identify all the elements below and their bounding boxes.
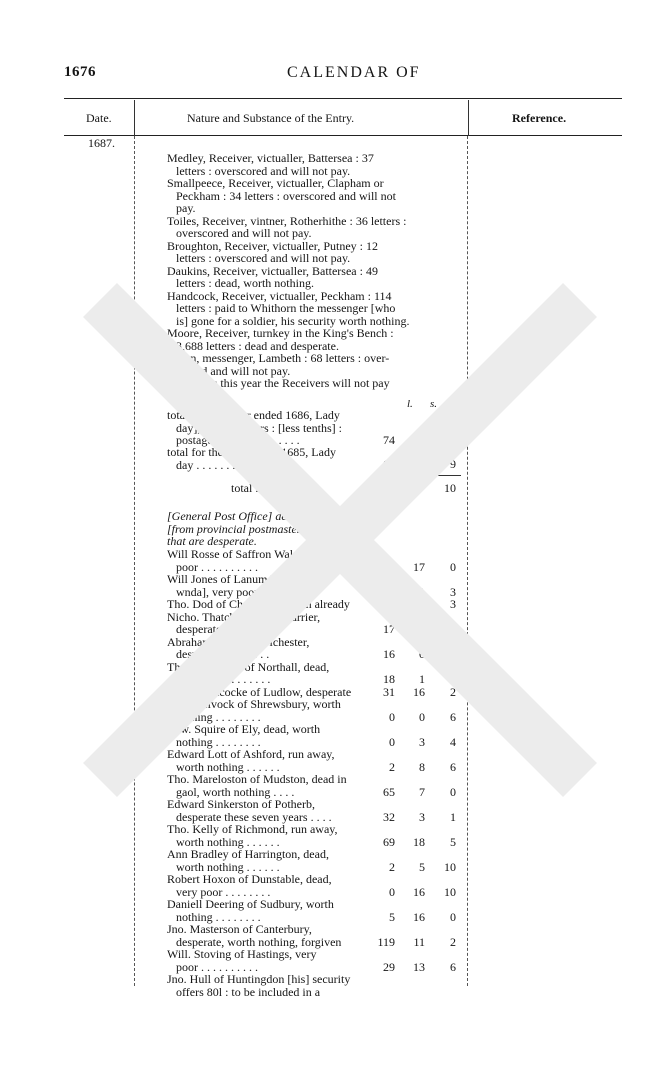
amount-d: 10 [444, 884, 456, 899]
entry: Handcock, Receiver, victualler, Peckham : 114 letters : paid to Whithorn the messenger [who is] gone for a soldier, his security worth nothing. [167, 288, 410, 328]
amount-s: 16 [413, 684, 425, 699]
amount-l: 46 [383, 559, 395, 574]
total-row: total [for the year ended 1686, Lady day], 17,893 letters : [less tenths] : postage thereon . . . . . . . . 74 11 1 [167, 408, 456, 447]
debt-row: Jno. Masterson of Canterbury, desperate, worth nothing, forgiven 119 11 2 [167, 922, 456, 949]
debt-row: Tho. Mareloston of Mudston, dead in gaol, worth nothing . . . . 65 7 0 [167, 772, 456, 799]
amount-d: 5 [450, 834, 456, 849]
amount-s: 11 [413, 934, 425, 949]
amount-l: 396 [377, 597, 395, 611]
grand-total-row: total . . . . . . . . . . £142 7 10 [231, 481, 456, 495]
amount-s: 13 [413, 959, 425, 974]
debt-row: Daniell Deering of Sudbury, worth nothing . . . . . . . . 5 16 0 [167, 897, 456, 924]
entry: Broughton, Receiver, victualler, Putney : 12 letters : overscored and will not pay. [167, 238, 378, 265]
amount-s: 1 [419, 672, 425, 686]
amount-l: 2 [389, 859, 395, 874]
amount-l: 0 [389, 734, 395, 749]
amount-d: 0 [450, 909, 456, 924]
amount-d: 10 [444, 859, 456, 874]
lsd-header-l: l. [407, 398, 413, 410]
debt-row: Will Jones of Lanumdocury [Llan- wnda], very poor . . . . . . 6 11 3 [167, 572, 456, 599]
amount-s: 0 [419, 709, 425, 724]
entry: Clynn, messenger, Lambeth : 68 letters : over- scored and will not pay. [167, 351, 390, 378]
debt-row: Nicho. Thatcher, a letter carrier, desperate . . . . . . . . 17 9 1 [167, 609, 456, 636]
amount-d: 8 [450, 672, 456, 686]
amount-d: 0 [450, 784, 456, 799]
amount-d: 0 [450, 559, 456, 574]
debt-row: Abraham Volat of Colchester, desperate . . . . . . . . 16 0 0 [167, 634, 456, 661]
amount-s: 0 [419, 647, 425, 661]
amount-l: 16 [383, 647, 395, 661]
amount-l: 0 [389, 709, 395, 724]
entry: Medley, Receiver, victualler, Battersea : 37 letters : overscored and will not pay. [167, 151, 374, 178]
amount-l: 0 [389, 884, 395, 899]
amount-d: 0 [450, 647, 456, 661]
entry: Daukins, Receiver, victualler, Battersea : 49 letters : dead, worth nothing. [167, 263, 378, 290]
lsd-header-s: s. [430, 398, 438, 410]
amount-s: 8 [419, 759, 425, 774]
debts-heading: [General Post Office] debts due to the King [from provincial postmasters, being debts] that are desperate. [167, 509, 378, 548]
column-divider [467, 136, 468, 986]
amount-l: 65 [383, 784, 395, 799]
entry: Smallpeece, Receiver, victualler, Clapham or Peckham : 34 letters : overscored and will not pay. [167, 176, 396, 215]
debt-row: Jno. Hull of Huntingdon [his] security offers 80l : to be included in a [167, 972, 351, 999]
amount-d: 1 [450, 809, 456, 824]
amount-s: 16 [413, 884, 425, 899]
column-divider [134, 136, 135, 986]
amount-l: 69 [383, 834, 395, 849]
table-header-top-rule [64, 98, 622, 99]
amount-s: 5 [419, 859, 425, 874]
debt-row: Will Rosse of Saffron Walden, very poor . . . . . . . . . . 46 17 0 [167, 547, 456, 574]
amount-l: 18 [383, 672, 395, 686]
amount-s: 7 [419, 784, 425, 799]
table-header-bottom-rule [64, 135, 622, 136]
amount-d: 6 [450, 759, 456, 774]
amount-s: 16 [413, 909, 425, 924]
amount-l: 5 [389, 909, 395, 924]
debt-row: Will. Stoving of Hastings, very poor . . . . . . . . . . 29 13 6 [167, 947, 456, 974]
amount-d: 3 [450, 584, 456, 599]
page-number: 1676 [64, 64, 96, 80]
amount-s: 12 [413, 597, 425, 611]
amount-d: 2 [450, 684, 456, 699]
total-row: total for the year ended 1685, Lady day . . . . . . . . . . . . 67 16 9 [167, 445, 456, 472]
receiver-entries [167, 152, 465, 402]
amount-d: 3 [450, 597, 456, 611]
debt-row: Tho. Kelly of Richmond, run away, worth nothing . . . . . . 69 18 5 [167, 822, 456, 849]
amount-l: 32 [383, 809, 395, 824]
sum-rule [393, 475, 461, 476]
column-header-reference: Reference. [512, 111, 567, 125]
amount-s: 18 [413, 834, 425, 849]
amount-s: 9 [419, 622, 425, 636]
amount-d: 6 [450, 959, 456, 974]
amount-l: 6 [389, 584, 395, 599]
amount-s: 17 [413, 559, 425, 574]
debt-row: Robert Hoxon of Dunstable, dead, very poor . . . . . . . . 0 16 10 [167, 872, 456, 899]
amount-d: 4 [450, 734, 456, 749]
entry-year: 1687. [88, 136, 115, 150]
amount-s: 3 [419, 734, 425, 749]
column-header-nature: Nature and Substance of the Entry. [187, 111, 355, 125]
entry: Moore, Receiver, turnkey in the King's Bench : 3,688 letters : dead and desperate. [167, 326, 394, 353]
debt-row: Ann Bradley of Harrington, dead, worth nothing . . . . . . 2 5 10 [167, 847, 456, 874]
amount-l: 31 [383, 684, 395, 699]
debt-row: Tho. Roadmain of Northall, dead, very poor . . . . . . . . 18 1 8 [167, 659, 456, 686]
debt-row: Edward Sinkerston of Potherb, desperate these seven years . . . . 32 3 1 [167, 797, 456, 824]
amount-d: 2 [450, 934, 456, 949]
debt-row: Edward Lott of Ashford, run away, worth nothing . . . . . . 2 8 6 [167, 747, 456, 774]
amount-s: 3 [419, 809, 425, 824]
amount-l: 119 [377, 934, 395, 949]
amount-l: 2 [389, 759, 395, 774]
running-title: CALENDAR OF [287, 64, 421, 81]
debt-row: Tho. Dod of Chester, forgiven already 396 12 3 [167, 597, 456, 611]
lsd-header-d: d. [451, 398, 460, 410]
entry: odd letters this year the Receivers will not pay for, 857. [167, 376, 390, 403]
amount-d: 1 [450, 622, 456, 636]
amount-s: 11 [413, 584, 425, 599]
amount-l: 17 [383, 622, 395, 636]
column-header-date: Date. [86, 111, 112, 125]
column-divider [134, 100, 135, 136]
entry: Toiles, Receiver, vintner, Rotherhithe : 36 letters : overscored and will not pay. [167, 213, 407, 240]
amount-d: 6 [450, 709, 456, 724]
column-divider [468, 100, 469, 136]
amount-l: 29 [383, 959, 395, 974]
debt-row: Koch Hichcocke of Ludlow, desperate 31 16 2 [167, 684, 456, 699]
debt-row: Edw. Squire of Ely, dead, worth nothing . . . . . . . . 0 3 4 [167, 722, 456, 749]
debt-row: Jno. Shelvock of Shrewsbury, worth nothing . . . . . . . . 0 0 6 [167, 697, 456, 724]
